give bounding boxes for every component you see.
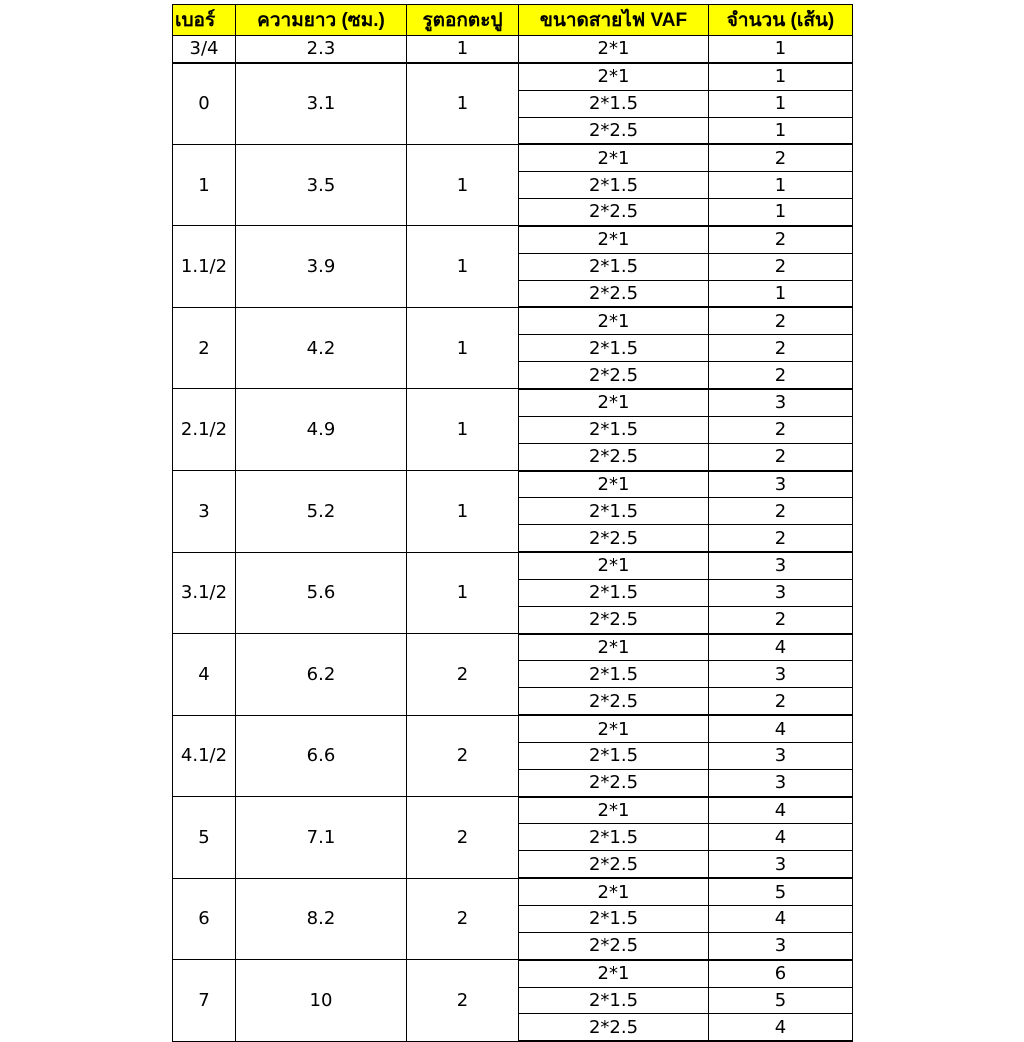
wire-size-cell: 2*1.5 xyxy=(519,416,709,443)
wire-size-cell: 2*2.5 xyxy=(519,280,709,307)
size-number-cell: 7 xyxy=(173,960,236,1042)
length-cell: 3.5 xyxy=(236,144,407,226)
size-group xyxy=(173,471,853,553)
size-group xyxy=(173,389,853,471)
table-row xyxy=(173,471,853,498)
wire-size-cell: 2*2.5 xyxy=(519,362,709,389)
table-row xyxy=(173,144,853,171)
size-group xyxy=(173,307,853,389)
quantity-cell: 2 xyxy=(709,226,853,253)
wire-size-cell: 2*2.5 xyxy=(519,1014,709,1041)
size-group xyxy=(173,36,853,63)
size-number-cell: 3.1/2 xyxy=(173,552,236,634)
wire-size-cell: 2*1.5 xyxy=(519,987,709,1014)
size-number-cell: 1 xyxy=(173,144,236,226)
size-group xyxy=(173,960,853,1042)
size-group xyxy=(173,878,853,960)
wire-size-cell: 2*2.5 xyxy=(519,851,709,878)
wire-size-cell: 2*1.5 xyxy=(519,335,709,362)
wire-size-cell: 2*1 xyxy=(519,471,709,498)
quantity-cell: 4 xyxy=(709,906,853,933)
wire-size-cell: 2*2.5 xyxy=(519,606,709,633)
quantity-cell: 2 xyxy=(709,416,853,443)
size-number-cell: 0 xyxy=(173,63,236,145)
wire-size-cell: 2*1 xyxy=(519,389,709,416)
quantity-cell: 1 xyxy=(709,172,853,199)
wire-size-cell: 2*1 xyxy=(519,307,709,334)
quantity-cell: 4 xyxy=(709,715,853,742)
size-group xyxy=(173,634,853,716)
header-holes: รูตอกตะปู xyxy=(407,5,519,36)
size-number-cell: 3 xyxy=(173,471,236,553)
length-cell: 3.1 xyxy=(236,63,407,145)
wire-size-cell: 2*1 xyxy=(519,634,709,661)
length-cell: 10 xyxy=(236,960,407,1042)
table-row xyxy=(173,389,853,416)
quantity-cell: 2 xyxy=(709,443,853,470)
wire-size-cell: 2*1 xyxy=(519,878,709,905)
quantity-cell: 2 xyxy=(709,362,853,389)
table-row xyxy=(173,63,853,90)
wire-size-cell: 2*1.5 xyxy=(519,90,709,117)
wire-size-cell: 2*1.5 xyxy=(519,172,709,199)
spec-sheet xyxy=(172,4,852,1042)
quantity-cell: 3 xyxy=(709,851,853,878)
nail-holes-cell: 1 xyxy=(407,144,519,226)
table-row xyxy=(173,36,853,63)
wire-size-cell: 2*1.5 xyxy=(519,906,709,933)
length-cell: 5.2 xyxy=(236,471,407,553)
quantity-cell: 2 xyxy=(709,253,853,280)
quantity-cell: 4 xyxy=(709,634,853,661)
quantity-cell: 6 xyxy=(709,960,853,987)
nail-holes-cell: 1 xyxy=(407,226,519,308)
quantity-cell: 2 xyxy=(709,688,853,715)
wire-size-cell: 2*2.5 xyxy=(519,525,709,552)
table-row xyxy=(173,226,853,253)
wire-size-cell: 2*2.5 xyxy=(519,688,709,715)
quantity-cell: 3 xyxy=(709,769,853,796)
size-number-cell: 2 xyxy=(173,307,236,389)
quantity-cell: 2 xyxy=(709,525,853,552)
size-group xyxy=(173,226,853,308)
wire-size-cell: 2*1 xyxy=(519,797,709,824)
quantity-cell: 2 xyxy=(709,307,853,334)
nail-holes-cell: 1 xyxy=(407,552,519,634)
wire-size-cell: 2*2.5 xyxy=(519,769,709,796)
size-number-cell: 6 xyxy=(173,878,236,960)
size-number-cell: 5 xyxy=(173,797,236,879)
header-length: ความยาว (ซม.) xyxy=(236,5,407,36)
wire-size-cell: 2*1.5 xyxy=(519,661,709,688)
wire-size-cell: 2*1 xyxy=(519,144,709,171)
wire-size-cell: 2*1.5 xyxy=(519,498,709,525)
wire-size-cell: 2*2.5 xyxy=(519,443,709,470)
size-number-cell: 4.1/2 xyxy=(173,715,236,797)
quantity-cell: 3 xyxy=(709,579,853,606)
wire-size-cell: 2*1 xyxy=(519,63,709,90)
quantity-cell: 4 xyxy=(709,1014,853,1041)
nail-holes-cell: 2 xyxy=(407,960,519,1042)
table-row xyxy=(173,715,853,742)
quantity-cell: 1 xyxy=(709,36,853,63)
quantity-cell: 2 xyxy=(709,606,853,633)
wire-size-cell: 2*1 xyxy=(519,36,709,63)
quantity-cell: 2 xyxy=(709,335,853,362)
wire-size-cell: 2*1.5 xyxy=(519,824,709,851)
quantity-cell: 4 xyxy=(709,797,853,824)
length-cell: 4.2 xyxy=(236,307,407,389)
quantity-cell: 2 xyxy=(709,144,853,171)
nail-holes-cell: 2 xyxy=(407,797,519,879)
table-row xyxy=(173,797,853,824)
length-cell: 6.6 xyxy=(236,715,407,797)
length-cell: 7.1 xyxy=(236,797,407,879)
quantity-cell: 1 xyxy=(709,63,853,90)
table-row xyxy=(173,552,853,579)
size-number-cell: 2.1/2 xyxy=(173,389,236,471)
wire-size-cell: 2*1.5 xyxy=(519,579,709,606)
size-number-cell: 4 xyxy=(173,634,236,716)
size-group xyxy=(173,715,853,797)
size-group xyxy=(173,552,853,634)
nail-holes-cell: 1 xyxy=(407,471,519,553)
header-quantity: จำนวน (เส้น) xyxy=(709,5,853,36)
quantity-cell: 5 xyxy=(709,878,853,905)
wire-clip-spec-table xyxy=(172,4,853,1042)
table-header xyxy=(173,5,853,36)
length-cell: 5.6 xyxy=(236,552,407,634)
header-row xyxy=(173,5,853,36)
quantity-cell: 1 xyxy=(709,199,853,226)
header-wire-size: ขนาดสายไฟ VAF xyxy=(519,5,709,36)
wire-size-cell: 2*1.5 xyxy=(519,253,709,280)
length-cell: 8.2 xyxy=(236,878,407,960)
wire-size-cell: 2*2.5 xyxy=(519,199,709,226)
wire-size-cell: 2*1.5 xyxy=(519,742,709,769)
wire-size-cell: 2*1 xyxy=(519,226,709,253)
quantity-cell: 3 xyxy=(709,552,853,579)
nail-holes-cell: 2 xyxy=(407,715,519,797)
size-group xyxy=(173,797,853,879)
quantity-cell: 1 xyxy=(709,117,853,144)
wire-size-cell: 2*1 xyxy=(519,960,709,987)
length-cell: 6.2 xyxy=(236,634,407,716)
wire-size-cell: 2*2.5 xyxy=(519,117,709,144)
quantity-cell: 4 xyxy=(709,824,853,851)
nail-holes-cell: 1 xyxy=(407,36,519,63)
nail-holes-cell: 1 xyxy=(407,307,519,389)
quantity-cell: 3 xyxy=(709,742,853,769)
length-cell: 3.9 xyxy=(236,226,407,308)
size-group xyxy=(173,144,853,226)
header-number: เบอร์ xyxy=(173,5,236,36)
quantity-cell: 3 xyxy=(709,661,853,688)
size-group xyxy=(173,63,853,145)
quantity-cell: 3 xyxy=(709,389,853,416)
quantity-cell: 5 xyxy=(709,987,853,1014)
nail-holes-cell: 2 xyxy=(407,634,519,716)
nail-holes-cell: 2 xyxy=(407,878,519,960)
nail-holes-cell: 1 xyxy=(407,63,519,145)
wire-size-cell: 2*2.5 xyxy=(519,932,709,959)
nail-holes-cell: 1 xyxy=(407,389,519,471)
quantity-cell: 1 xyxy=(709,90,853,117)
quantity-cell: 3 xyxy=(709,932,853,959)
table-row xyxy=(173,307,853,334)
length-cell: 4.9 xyxy=(236,389,407,471)
quantity-cell: 3 xyxy=(709,471,853,498)
wire-size-cell: 2*1 xyxy=(519,552,709,579)
table-row xyxy=(173,634,853,661)
length-cell: 2.3 xyxy=(236,36,407,63)
quantity-cell: 2 xyxy=(709,498,853,525)
table-row xyxy=(173,878,853,905)
size-number-cell: 3/4 xyxy=(173,36,236,63)
table-row xyxy=(173,960,853,987)
wire-size-cell: 2*1 xyxy=(519,715,709,742)
quantity-cell: 1 xyxy=(709,280,853,307)
size-number-cell: 1.1/2 xyxy=(173,226,236,308)
